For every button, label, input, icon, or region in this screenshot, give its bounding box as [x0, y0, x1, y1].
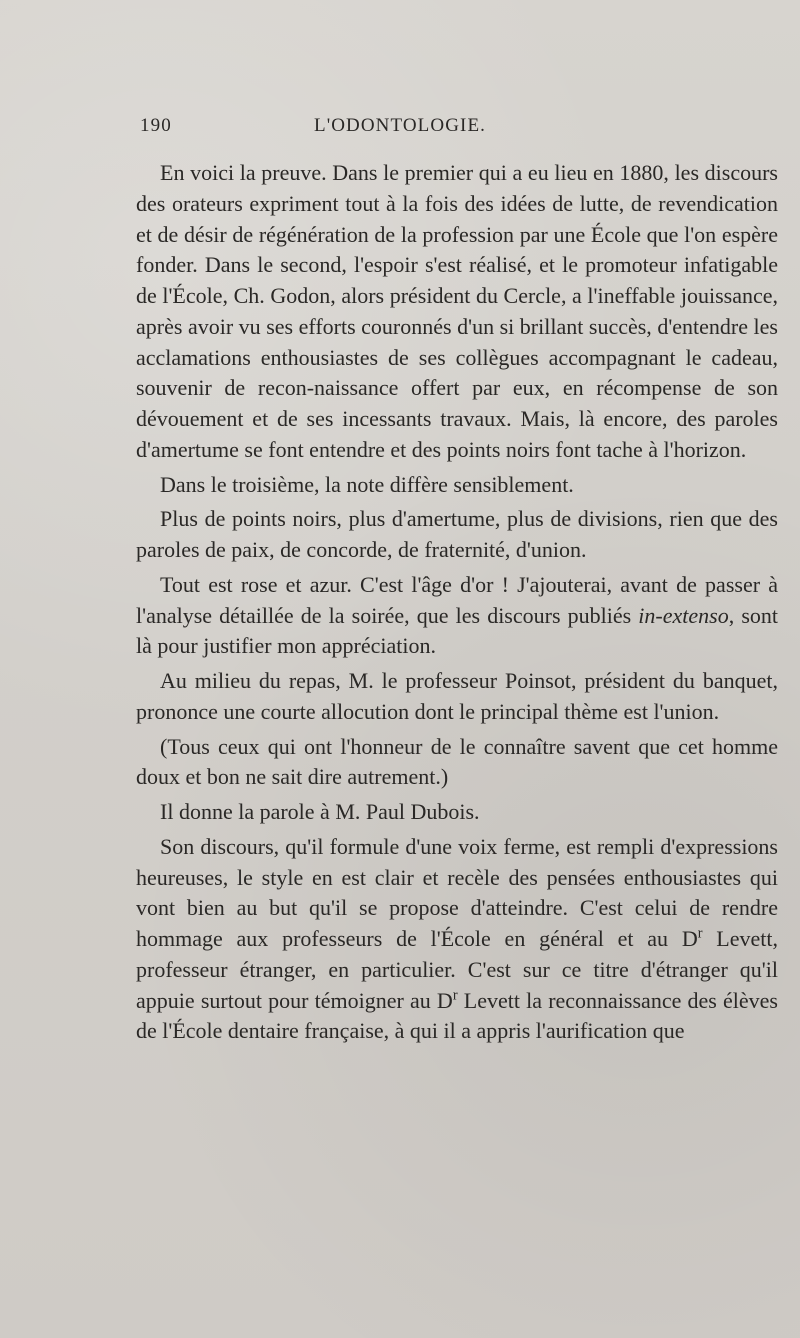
page-header: [140, 115, 660, 139]
paragraph-8-text-part-1: Son discours, qu'il formule d'une voix ferme, est rempli d'expressions heureuses, le style en est clair et recèle des pensées enthousiastes qui vont bien au but qu'il se propose d'atteindre. C'est celui de rendre hommage aux professeurs de l'École en général et au D: [136, 833, 778, 951]
paragraph-4-italic-phrase: in-extenso: [638, 602, 729, 628]
paragraph-3: [136, 504, 778, 566]
paragraph-4: [136, 570, 778, 662]
paragraph-5: [136, 666, 778, 728]
paragraph-8-text-part-2: Levett, professeur étranger, en particulier. C'est sur ce titre d'étranger qu'il appuie surtout pour témoigner au D: [136, 926, 778, 1013]
superscript-r-2: r: [452, 987, 458, 1004]
paragraph-3-text: Plus de points noirs, plus d'amertume, plus de divisions, rien que des paroles de paix, de concorde, de fraternité, d'union.: [136, 506, 778, 562]
paragraph-2: [136, 470, 778, 501]
paragraph-1-text: En voici la preuve. Dans le premier qui a eu lieu en 1880, les discours des orateurs expriment tout à la fois des idées de lutte, de revendication et de désir de régénération de la profession par une École que l'on espère fonder. Dans le second, l'espoir s'est réalisé, et le promoteur infatigable de l'École, Ch. Godon, alors président du Cercle, a l'ineffable jouissance, après avoir vu ses efforts couronnés d'un si brillant succès, d'entendre les acclamations enthousiastes de ses collègues accompagnant le cadeau, souvenir de recon-naissance offert par eux, en récompense de son dévouement et de ses incessants travaux. Mais, là encore, des paroles d'amertume se font entendre et des points noirs font tache à l'horizon.: [136, 160, 778, 462]
page-number: 190: [140, 115, 172, 136]
paragraph-7-text: Il donne la parole à M. Paul Dubois.: [160, 799, 480, 824]
body-text: [136, 158, 778, 1047]
paragraph-8-text-part-3: Levett la reconnaissance des élèves de l'École dentaire française, à qui il a appris l'aurification que: [136, 987, 778, 1044]
paragraph-4-text-end: , sont là pour justifier mon appréciation.: [136, 602, 778, 659]
paragraph-6-text: (Tous ceux qui ont l'honneur de le connaître savent que cet homme doux et bon ne sait dire autrement.): [136, 733, 778, 790]
superscript-r-1: r: [697, 925, 703, 942]
paragraph-7: [136, 797, 778, 828]
paragraph-1: [136, 158, 778, 466]
running-title: L'ODONTOLOGIE.: [313, 115, 487, 136]
paragraph-4-text-start: Tout est rose et azur. C'est l'âge d'or ! J'ajouterai, avant de passer à l'analyse détaillée de la soirée, que les discours publiés: [136, 571, 778, 628]
paragraph-8: [136, 832, 778, 1047]
paragraph-2-text: Dans le troisième, la note diffère sensiblement.: [160, 471, 574, 497]
paragraph-6: [136, 732, 778, 794]
paragraph-5-text: Au milieu du repas, M. le professeur Poinsot, président du banquet, prononce une courte allocution dont le principal thème est l'union.: [136, 668, 778, 724]
